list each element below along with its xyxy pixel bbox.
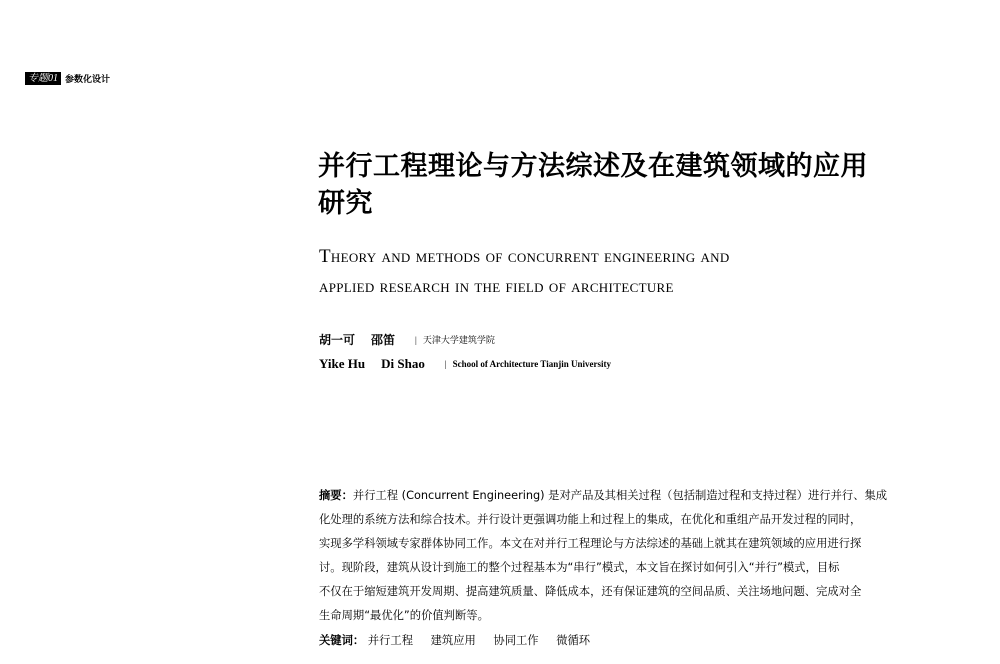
author-name: Di Shao	[381, 356, 425, 371]
abstract-label: 摘要：	[319, 489, 353, 502]
abstract-line: 生命周期“最优化”的价值判断等。	[319, 609, 489, 622]
keyword: 微循环	[556, 634, 591, 647]
section-name: 参数化设计	[65, 75, 111, 85]
page-header	[25, 72, 110, 85]
separator: |	[444, 359, 447, 369]
keywords	[319, 632, 604, 648]
keyword: 协同工作	[493, 634, 539, 647]
keyword: 建筑应用	[430, 634, 476, 647]
keywords-label: 关键词：	[319, 634, 365, 647]
title-line: applied research in the field of architecture	[319, 276, 674, 297]
separator: |	[415, 334, 417, 345]
title-line: 研究	[318, 188, 373, 219]
abstract-line: 讨。现阶段，建筑从设计到施工的整个过程基本为“串行”模式，本文旨在探讨如何引入“并行”模式，目标	[319, 561, 840, 574]
title-line: 并行工程理论与方法综述及在建筑领域的应用	[318, 151, 868, 182]
author-name: Yike Hu	[319, 356, 366, 371]
authors-english	[319, 356, 611, 372]
author-name: 邵笛	[371, 333, 396, 347]
author-name: 胡一可	[319, 333, 356, 347]
affiliation: School of Architecture Tianjin University	[452, 359, 611, 369]
affiliation: 天津大学建筑学院	[422, 335, 495, 345]
authors-chinese	[319, 331, 495, 348]
keyword: 并行工程	[367, 634, 413, 647]
abstract	[319, 484, 919, 628]
abstract-line: 不仅在于缩短建筑开发周期、提高建筑质量、降低成本，还有保证建筑的空间品质、关注场地问题、完成对全	[319, 585, 862, 598]
title-line: Theory and methods of concurrent engineering and	[319, 246, 730, 267]
abstract-line	[319, 484, 919, 508]
abstract-line: 化处理的系统方法和综合技术。并行设计更强调功能上和过程上的集成，在优化和重组产品开发过程的同时，	[319, 513, 862, 526]
title-english	[319, 242, 939, 302]
section-tag: 专题01	[25, 72, 61, 85]
abstract-text: 并行工程 (Concurrent Engineering) 是对产品及其相关过程（包括制造过程和支持过程）进行并行、集成	[352, 489, 888, 502]
abstract-line: 实现多学科领域专家群体协同工作。本文在对并行工程理论与方法综述的基础上就其在建筑领域的应用进行探	[319, 537, 862, 550]
title-chinese	[318, 148, 918, 222]
